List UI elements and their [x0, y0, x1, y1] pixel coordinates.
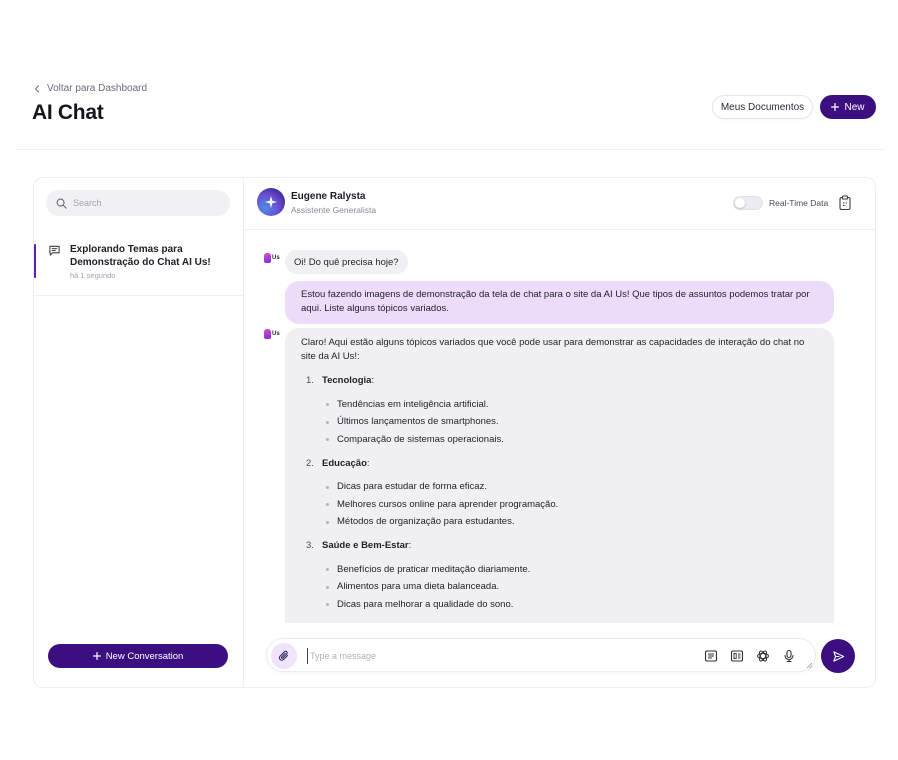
templates-button[interactable]: [729, 648, 745, 664]
list-item: Comparação de sistemas operacionais.: [326, 431, 818, 449]
reply-bullet-list: [301, 479, 818, 532]
message-input[interactable]: [307, 648, 687, 664]
prompt-list-button[interactable]: [703, 648, 719, 664]
plus-icon: [831, 103, 839, 111]
chevron-left-icon: [33, 85, 41, 93]
list-item: Alimentos para uma dieta balanceada.: [326, 579, 818, 597]
section-title: Tecnologia: [322, 375, 372, 386]
ai-us-logo: [264, 328, 282, 340]
section-number: 3.: [306, 540, 314, 551]
assistant-role: Assistente Generalista: [291, 205, 377, 215]
list-item: Benefícios de praticar meditação diariamente.: [326, 561, 818, 579]
page-title: AI Chat: [32, 101, 104, 124]
openai-icon: [756, 649, 770, 663]
plus-icon: [93, 652, 101, 660]
reply-bullet-list: [301, 396, 818, 449]
section-title: Saúde e Bem-Estar: [322, 540, 409, 551]
my-documents-label: Meus Documentos: [720, 101, 805, 113]
sparkle-icon: [264, 195, 278, 209]
send-button[interactable]: [821, 639, 855, 673]
header-divider: [17, 149, 885, 150]
reply-section-heading: 1. Tecnologia:: [306, 375, 375, 386]
conversation-sidebar: [34, 178, 244, 687]
resize-handle-icon[interactable]: [806, 662, 813, 669]
conversation-timestamp: há 1 segundo: [70, 271, 116, 280]
chat-bubble-icon: [48, 244, 61, 257]
list-item: Dicas para estudar de forma eficaz.: [326, 479, 818, 497]
new-button[interactable]: [820, 95, 876, 119]
microphone-icon: [782, 649, 796, 663]
send-icon: [832, 650, 845, 663]
logo-text: Us: [272, 255, 280, 261]
chat-panel: [33, 177, 876, 688]
list-item: Métodos de organização para estudantes.: [326, 514, 818, 532]
list-item: Melhores cursos online para aprender programação.: [326, 496, 818, 514]
chat-area: [244, 178, 876, 687]
document-lines-icon: [704, 649, 718, 663]
assistant-avatar: [257, 188, 285, 216]
message-list: [244, 231, 876, 623]
search-box[interactable]: [46, 190, 230, 216]
chat-header: [244, 178, 876, 230]
reply-section-heading: 2. Educação:: [306, 457, 370, 469]
conversation-list-item[interactable]: [34, 238, 243, 296]
assistant-message-text: Oi! Do quê precisa hoje?: [294, 256, 399, 268]
section-number: 2.: [306, 457, 314, 469]
conversation-title: Explorando Temas para Demonstração do Chat AI Us!: [70, 244, 211, 268]
message-composer: [266, 638, 816, 672]
realtime-data-toggle[interactable]: [733, 196, 763, 210]
attach-button[interactable]: [271, 643, 297, 669]
list-item: Dicas para melhorar a qualidade do sono.: [326, 596, 818, 614]
section-number: 1.: [306, 375, 314, 386]
clipboard-icon[interactable]: [838, 195, 852, 211]
back-to-dashboard-link[interactable]: [33, 83, 147, 94]
section-title: Educação: [322, 457, 367, 469]
search-input[interactable]: [73, 198, 213, 208]
reply-bullet-list: [301, 561, 818, 614]
paperclip-icon: [278, 650, 290, 662]
user-message-text: Estou fazendo imagens de demonstração da tela de chat para o site da AI Us! Que tipos de assuntos podemos tratar por aqui. Liste alguns tópicos variados.: [301, 289, 810, 314]
toggle-knob: [735, 198, 745, 208]
user-message: [285, 281, 834, 324]
my-documents-button[interactable]: [712, 95, 813, 119]
logo-mark: [264, 329, 271, 339]
back-link-label: Voltar para Dashboard: [47, 83, 148, 94]
list-item: Tendências em inteligência artificial.: [326, 396, 818, 414]
model-select-button[interactable]: [755, 648, 771, 664]
logo-mark: [264, 253, 271, 263]
assistant-message: [285, 250, 408, 274]
reply-section-heading: 3. Saúde e Bem-Estar:: [306, 540, 412, 551]
search-icon: [56, 198, 67, 209]
new-button-label: New: [844, 101, 865, 113]
assistant-name: Eugene Ralysta: [291, 191, 366, 202]
list-item: Últimos lançamentos de smartphones.: [326, 414, 818, 432]
new-conversation-button[interactable]: [48, 644, 228, 668]
assistant-message: [285, 328, 834, 623]
voice-input-button[interactable]: [781, 648, 797, 664]
reply-intro: Claro! Aqui estão alguns tópicos variados que você pode usar para demonstrar as capacidades de interação do chat no site da AI Us!:: [301, 337, 805, 362]
ai-us-logo: [264, 252, 282, 264]
logo-text: Us: [272, 331, 280, 337]
new-conversation-label: New Conversation: [105, 650, 184, 662]
active-indicator: [34, 244, 36, 278]
template-grid-icon: [730, 649, 744, 663]
realtime-data-label: Real-Time Data: [769, 198, 829, 208]
